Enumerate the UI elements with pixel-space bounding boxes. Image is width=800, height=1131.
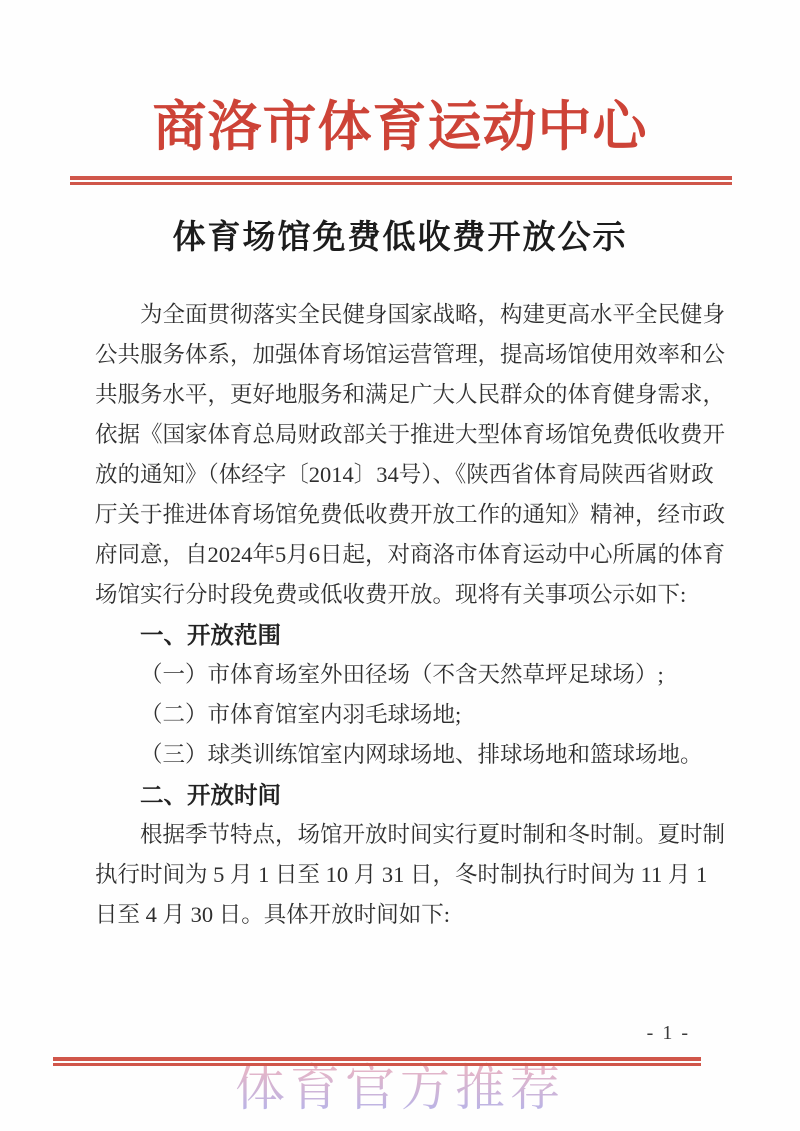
- header-divider: [70, 176, 732, 180]
- body-line: 依据《国家体育总局财政部关于推进大型体育场馆免费低收费开: [95, 422, 726, 447]
- body-line: 根据季节特点，场馆开放时间实行夏时制和冬时制。夏时制: [140, 822, 726, 847]
- watermark: 体育官方推荐: [0, 1048, 800, 1120]
- document-title: 体育场馆免费低收费开放公示: [172, 220, 628, 256]
- body-line: 场馆实行分时段免费或低收费开放。现将有关事项公示如下:: [95, 582, 687, 607]
- body-line: 厅关于推进体育场馆免费低收费开放工作的通知》精神，经市政: [95, 502, 726, 527]
- body-line: 为全面贯彻落实全民健身国家战略，构建更高水平全民健身: [140, 302, 726, 327]
- section-heading-open-hours: 二、开放时间: [140, 782, 281, 808]
- list-item: （一）市体育场室外田径场（不含天然草坪足球场）;: [140, 662, 664, 687]
- body-line: 执行时间为 5 月 1 日至 10 月 31 日，冬时制执行时间为 11 月 1: [95, 862, 708, 887]
- section-heading-open-scope: 一、开放范围: [140, 622, 281, 648]
- org-name-title: 商洛市体育运动中心: [152, 97, 648, 157]
- body-line: 放的通知》（体经字〔2014〕34号）、《陕西省体育局陕西省财政: [95, 462, 714, 487]
- body-line: 府同意，自2024年5月6日起，对商洛市体育运动中心所属的体育: [95, 542, 726, 567]
- body-line: 共服务水平，更好地服务和满足广大人民群众的体育健身需求，: [95, 382, 726, 407]
- document-body: [95, 295, 743, 935]
- list-item: （二）市体育馆室内羽毛球场地;: [140, 702, 462, 727]
- list-item: （三）球类训练馆室内网球场地、排球场地和篮球场地。: [140, 742, 703, 767]
- footer-divider: [53, 1057, 701, 1061]
- body-line: 公共服务体系，加强体育场馆运营管理，提高场馆使用效率和公: [95, 342, 726, 367]
- page-number: - 1 -: [646, 1022, 690, 1044]
- body-line: 日至 4 月 30 日。具体开放时间如下:: [95, 902, 451, 927]
